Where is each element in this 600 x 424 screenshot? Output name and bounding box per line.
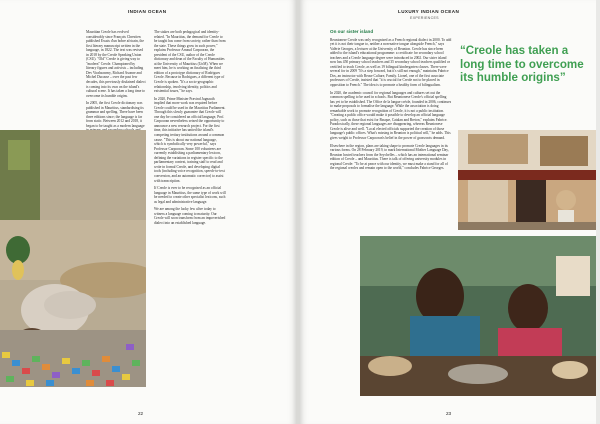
paragraph: In 2020, Prime Minister Pravind Jugnauth implied that more work was required before Creole could be used in the Mauritius Parliament. Through this slowly guarantee that Creole will one day be considered an official language, Prof. Carpooran nevertheless seized the opportunity to announce a new research project. For the first time, this initiative has united the island's competing tertiary institutions around a common cause. "This is about our national language, which is symbolically very powerful," says Professor Carpooran. Some 100 volunteers are currently establishing a parliamentary lexicon, defining the variations in register specific to the parliamentary context, training staff to read and write in formal Creole, and developing digital tools (including voice recognition, speech-to-text conversion, and an automatic corrector) to assist with transcription.: [154, 96, 226, 183]
section-subhead: On our sister island: [330, 29, 374, 34]
child-drawing-photo: [0, 130, 146, 387]
left-page: [0, 0, 296, 424]
left-running-header: INDIAN OCEAN: [128, 9, 167, 14]
right-page-number: 23: [446, 411, 452, 416]
right-page: [300, 0, 596, 424]
right-running-subheader: EXPERIENCES: [410, 16, 439, 20]
paragraph: The stakes are both pedagogical and identity-related. "In Mauritius, the demand for Creole to be taught has come from society, rather than from the state. These things grow in such power," explains Professor Arnaud Carpooran, the president of the CSU, author of the Creole dictionary and dean of the Faculty of Humanities at the University of Mauritius (UoM). When we meet him, he is working on finalising the third edition of a prototype dictionary of Rodrigues Creole. Because in Rodrigues, a different type of Creole is spoken. "It's a socio-geographic relationship, involving identity, politics and existential issues," he says.: [154, 30, 226, 94]
paragraph: Reunionese Creole was only recognised as a French regional dialect in 2000. To add yet it is not their tongue to, neither a non-native tongue alongside French," says Valérie Georges, a lecturer at the University of Reunion. Creole has since been added to the island's educational programme: a certificate for secondary school teachers and a Creole language degree were introduced in 2002. Our sister island now has 450 primary school teachers and 35 secondary school teachers qualified or certified to teach Creole, as well as 19 bilingual kindergarten classes. There were several for in 2009 "It's a step forward, but it's still not enough," maintains Fabrice Dos, an instructor with Reuse Culture, Family. Lionel, one of the first associate professors of Creole, insisted that "it is crucial for Creole not to be placed in opposition to French." The idea is to promote a healthy form of bilingualism.: [330, 37, 452, 88]
paragraph: Mauritian Creole has evolved considerably since François Chrestien published Essais d'un bobre africain, the first literary manuscript written in the language, in 1822. The text was revised in 2018 by the Creole Speaking Union (CSU). "Old" Creole is giving way to "modern" Creole. Championed by literary figures and activists – including Dev Virahsawmy, Richard Asonne and Michel Ducasse – over the past few decades, this previously disdained dialect is coming into its own on the island's cultural scene. It has taken a long time to overcome its humble origins.: [86, 30, 146, 98]
left-page-number: 22: [138, 411, 144, 416]
pull-quote: “Creole has taken a long time to overcome its humble origins”: [460, 44, 584, 84]
paragraph: In 2005, the first Creole dictionary was published in Mauritius, standardising its grammar and spelling. There have been three editions since; the language is far from static. Between 2012 and 2018, it began to be taught as a modern language: [86, 101, 145, 128]
paragraph: Elsewhere in the region, plans are taking shape to promote Creole languages in its various forms. On 28 February 2019, to mark International Mother Language Day, Reunion hosted teachers from the Seychelles – which has an international seminar edition of Creole – and Mauritius. There is talk of offering university modules in regional Creole: "To be at peace with our identity, we must make a stand for all of the regional creoles and remain open to the world," concludes Fabrice Georges.: [330, 143, 449, 171]
paragraph: If Creole is ever to be recognised as an official language in Mauritius, the same type of work will be needed to create other specialist lexicons, such as legal and administrative language.: [154, 186, 226, 204]
paragraph: We are among the lucky few alive today to witness a language coming to maturity. Our Creole will soon transform from an impoverished dialect into an established language.: [154, 207, 226, 225]
storefront-photo: [458, 130, 596, 230]
left-column-2: [154, 30, 226, 228]
right-running-header: LUXURY INDIAN OCEAN: [398, 9, 460, 14]
women-cooking-photo: [360, 236, 596, 396]
right-column: [330, 30, 452, 174]
paragraph: In 2020, the academic council for regional languages and cultures set out the common spelling to be used in schools. But Reunionese Creole's official spelling has yet to be established. The Office de la langue créole, founded in 2006, continues to make proposals to formalise the language. While the association is doing remarkable work to promote recognition of Creole, it is not a public institution. "Creating a public office would make it possible to develop an official language policy, such as those that exist for Basque, Catalan and Breton," explains Fabrice. Paradoxically, these regional languages are disappearing, whereas Reunionese Creole is alive and well. "Local elected officials supported the creation of those language's public offices. What's missing in Reunion is political will," he adds. This gives weight to Professor Carpooran's belief in the power of grassroots demand.: [330, 90, 452, 141]
